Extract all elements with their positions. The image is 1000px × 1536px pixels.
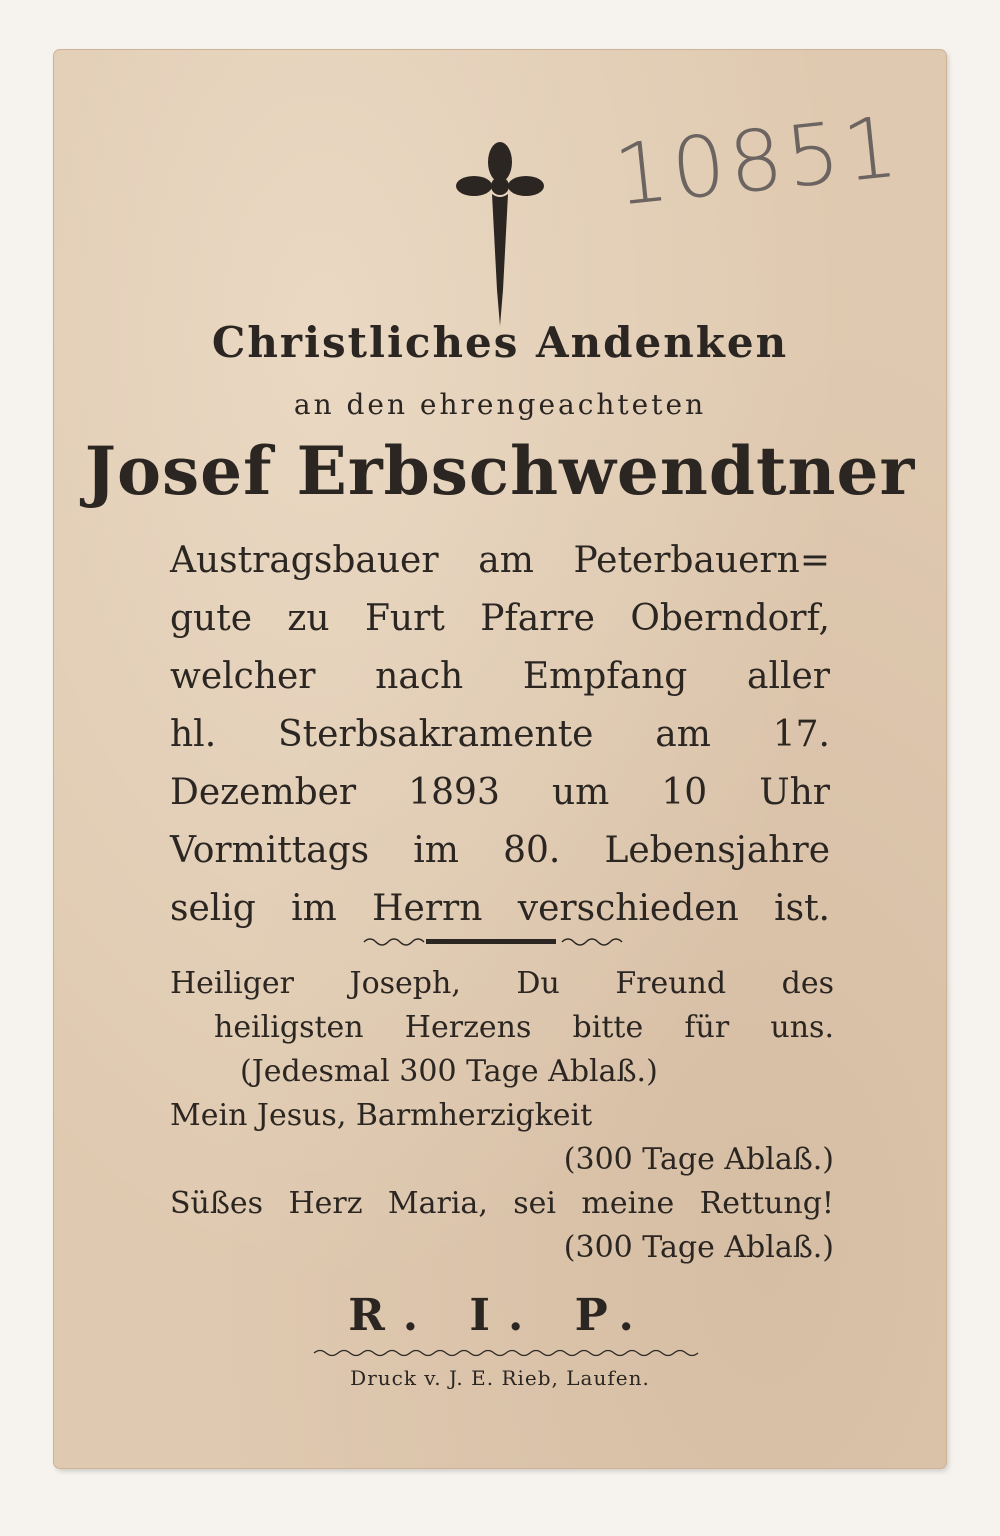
rip-line: R. I. P. — [348, 1290, 652, 1341]
biography-line: Vormittags im 80. Lebensjahre — [170, 830, 830, 871]
biography-line: Dezember 1893 um 10 Uhr — [170, 772, 830, 813]
prayer-line: (Jedesmal 300 Tage Ablaß.) — [240, 1054, 658, 1089]
ornamental-divider — [54, 934, 946, 950]
prayer-line: Süßes Herz Maria, sei meine Rettung! — [170, 1186, 834, 1221]
deceased-name: Josef Erbschwendtner — [84, 432, 916, 510]
printer-imprint: Druck v. J. E. Rieb, Laufen. — [350, 1366, 650, 1390]
card-heading: Christliches Andenken — [211, 318, 789, 367]
prayer-line: Mein Jesus, Barmherzigkeit — [170, 1098, 593, 1133]
cross-icon — [456, 140, 544, 330]
biography-line: Austragsbauer am Peterbauern= — [170, 540, 830, 581]
biography-line: selig im Herrn verschieden ist. — [170, 888, 830, 929]
prayer-line: Heiliger Joseph, Du Freund des — [170, 966, 834, 1001]
archive-number: 10851 — [609, 97, 906, 225]
biography-line: hl. Sterbsakramente am 17. — [170, 714, 830, 755]
prayer-line: (300 Tage Ablaß.) — [563, 1142, 834, 1177]
biography-line: welcher nach Empfang aller — [170, 656, 830, 697]
intro-line: an den ehrengeachteten — [293, 388, 707, 421]
prayer-line: (300 Tage Ablaß.) — [563, 1230, 834, 1265]
prayer-line: heiligsten Herzens bitte für uns. — [214, 1010, 834, 1045]
biography-text — [170, 532, 830, 938]
biography-line: gute zu Furt Pfarre Oberndorf, — [170, 598, 830, 639]
prayer-text — [170, 962, 834, 1270]
memorial-card — [54, 50, 946, 1468]
bottom-wave-divider — [54, 1346, 946, 1360]
